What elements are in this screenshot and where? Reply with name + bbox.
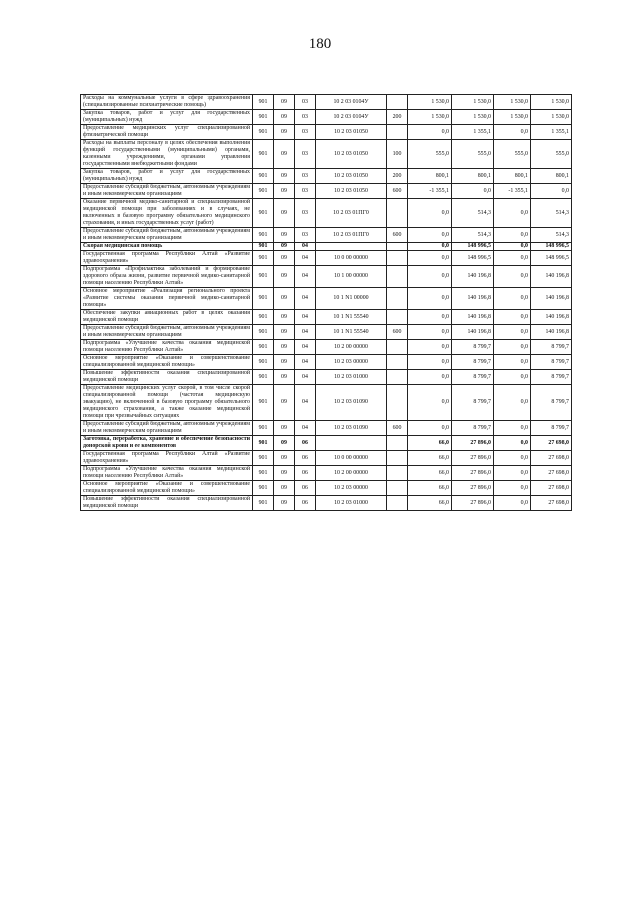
amount-cell-4: 555,0 xyxy=(531,140,572,169)
expense-type-cell xyxy=(387,370,408,385)
admin-code-cell: 901 xyxy=(253,184,274,199)
expense-type-cell xyxy=(387,466,408,481)
amount-cell-4: 514,3 xyxy=(531,199,572,228)
expense-name-cell: Подпрограмма «Улучшение качества оказания медицинской помощи населению Республики Алтай» xyxy=(81,466,253,481)
expense-type-cell: 600 xyxy=(387,184,408,199)
section-code-cell: 09 xyxy=(274,436,295,451)
amount-cell-2: 8 799,7 xyxy=(452,385,494,421)
amount-cell-1: 555,0 xyxy=(408,140,452,169)
expense-name-cell: Закупка товаров, работ и услуг для государственных (муниципальных) нужд xyxy=(81,110,253,125)
admin-code-cell: 901 xyxy=(253,266,274,288)
section-code-cell: 09 xyxy=(274,251,295,266)
admin-code-cell: 901 xyxy=(253,370,274,385)
table-row xyxy=(81,325,572,340)
table-row xyxy=(81,481,572,496)
section-code-cell: 09 xyxy=(274,228,295,243)
expense-name-cell: Подпрограмма «Улучшение качества оказания медицинской помощи населению Республики Алтай» xyxy=(81,340,253,355)
target-article-cell: 10 2 00 00000 xyxy=(316,340,387,355)
subsection-code-cell: 03 xyxy=(295,184,316,199)
amount-cell-4: 8 799,7 xyxy=(531,340,572,355)
amount-cell-2: 27 896,0 xyxy=(452,451,494,466)
amount-cell-3: 0,0 xyxy=(494,451,531,466)
expense-name-cell: Подпрограмма «Профилактика заболеваний и формирование здорового образа жизни, развитие первичной медико-санитарной помощи населению Республики Алтай» xyxy=(81,266,253,288)
amount-cell-2: 514,3 xyxy=(452,199,494,228)
table-row xyxy=(81,385,572,421)
expense-type-cell xyxy=(387,251,408,266)
target-article-cell xyxy=(316,243,387,251)
target-article-cell: 10 2 03 01050 xyxy=(316,140,387,169)
section-code-cell: 09 xyxy=(274,466,295,481)
expense-type-cell xyxy=(387,310,408,325)
amount-cell-4: 0,0 xyxy=(531,184,572,199)
table-row xyxy=(81,436,572,451)
target-article-cell: 10 2 03 00000 xyxy=(316,355,387,370)
subsection-code-cell: 03 xyxy=(295,95,316,110)
amount-cell-3: 800,1 xyxy=(494,169,531,184)
section-code-cell: 09 xyxy=(274,110,295,125)
amount-cell-1: 0,0 xyxy=(408,125,452,140)
target-article-cell: 10 2 03 0104У xyxy=(316,95,387,110)
amount-cell-3: 0,0 xyxy=(494,466,531,481)
subsection-code-cell: 06 xyxy=(295,451,316,466)
admin-code-cell: 901 xyxy=(253,310,274,325)
amount-cell-1: 800,1 xyxy=(408,169,452,184)
subsection-code-cell: 04 xyxy=(295,243,316,251)
admin-code-cell: 901 xyxy=(253,355,274,370)
subsection-code-cell: 04 xyxy=(295,266,316,288)
amount-cell-3: 0,0 xyxy=(494,481,531,496)
amount-cell-1: -1 355,1 xyxy=(408,184,452,199)
amount-cell-2: 140 196,8 xyxy=(452,266,494,288)
section-code-cell: 09 xyxy=(274,288,295,310)
admin-code-cell: 901 xyxy=(253,466,274,481)
subsection-code-cell: 04 xyxy=(295,325,316,340)
expense-name-cell: Скорая медицинская помощь xyxy=(81,243,253,251)
amount-cell-2: 514,3 xyxy=(452,228,494,243)
amount-cell-1: 66,0 xyxy=(408,496,452,511)
table-row xyxy=(81,421,572,436)
amount-cell-4: 27 698,0 xyxy=(531,496,572,511)
target-article-cell: 10 1 00 00000 xyxy=(316,266,387,288)
target-article-cell: 10 1 N1 00000 xyxy=(316,288,387,310)
table-row xyxy=(81,169,572,184)
amount-cell-3: 0,0 xyxy=(494,266,531,288)
table-row xyxy=(81,355,572,370)
expense-name-cell: Расходы на выплаты персоналу в целях обеспечения выполнения функций государственными (муниципальными) органами, казенными учреждениями, органами управления государственными внебюджетными фондами xyxy=(81,140,253,169)
expense-type-cell: 600 xyxy=(387,325,408,340)
expense-type-cell xyxy=(387,436,408,451)
section-code-cell: 09 xyxy=(274,184,295,199)
amount-cell-1: 0,0 xyxy=(408,421,452,436)
expense-name-cell: Обеспечение закупки авиационных работ в целях оказания медицинской помощи xyxy=(81,310,253,325)
target-article-cell: 10 2 03 01ПГ0 xyxy=(316,228,387,243)
amount-cell-3: 0,0 xyxy=(494,125,531,140)
amount-cell-1: 0,0 xyxy=(408,355,452,370)
target-article-cell: 10 2 03 01090 xyxy=(316,421,387,436)
target-article-cell: 10 2 00 00000 xyxy=(316,466,387,481)
amount-cell-4: 8 799,7 xyxy=(531,370,572,385)
subsection-code-cell: 03 xyxy=(295,140,316,169)
amount-cell-4: 140 196,8 xyxy=(531,310,572,325)
admin-code-cell: 901 xyxy=(253,243,274,251)
table-row xyxy=(81,266,572,288)
expense-type-cell xyxy=(387,481,408,496)
amount-cell-4: 27 698,0 xyxy=(531,451,572,466)
admin-code-cell: 901 xyxy=(253,325,274,340)
expense-type-cell xyxy=(387,266,408,288)
amount-cell-1: 0,0 xyxy=(408,288,452,310)
amount-cell-3: 0,0 xyxy=(494,370,531,385)
target-article-cell: 10 0 00 00000 xyxy=(316,451,387,466)
page-number: 180 xyxy=(308,36,332,52)
expense-type-cell: 600 xyxy=(387,228,408,243)
amount-cell-3: 0,0 xyxy=(494,310,531,325)
amount-cell-2: 8 799,7 xyxy=(452,370,494,385)
subsection-code-cell: 06 xyxy=(295,481,316,496)
admin-code-cell: 901 xyxy=(253,169,274,184)
amount-cell-3: 0,0 xyxy=(494,436,531,451)
section-code-cell: 09 xyxy=(274,481,295,496)
amount-cell-3: -1 355,1 xyxy=(494,184,531,199)
amount-cell-2: 1 530,0 xyxy=(452,110,494,125)
expense-name-cell: Предоставление медицинских услуг специализированной фтизиатрической помощи xyxy=(81,125,253,140)
section-code-cell: 09 xyxy=(274,310,295,325)
table-row xyxy=(81,310,572,325)
amount-cell-3: 0,0 xyxy=(494,355,531,370)
amount-cell-2: 0,0 xyxy=(452,184,494,199)
section-code-cell: 09 xyxy=(274,140,295,169)
amount-cell-3: 0,0 xyxy=(494,421,531,436)
amount-cell-3: 0,0 xyxy=(494,325,531,340)
table-row xyxy=(81,496,572,511)
amount-cell-1: 66,0 xyxy=(408,451,452,466)
amount-cell-2: 140 196,8 xyxy=(452,310,494,325)
table-row xyxy=(81,288,572,310)
amount-cell-1: 0,0 xyxy=(408,325,452,340)
amount-cell-3: 0,0 xyxy=(494,385,531,421)
amount-cell-4: 8 799,7 xyxy=(531,355,572,370)
section-code-cell: 09 xyxy=(274,370,295,385)
expense-name-cell: Закупка товаров, работ и услуг для государственных (муниципальных) нужд xyxy=(81,169,253,184)
expense-type-cell xyxy=(387,385,408,421)
section-code-cell: 09 xyxy=(274,385,295,421)
amount-cell-2: 27 896,0 xyxy=(452,466,494,481)
target-article-cell: 10 2 03 01000 xyxy=(316,496,387,511)
amount-cell-1: 66,0 xyxy=(408,481,452,496)
expense-type-cell xyxy=(387,451,408,466)
amount-cell-2: 148 996,5 xyxy=(452,251,494,266)
target-article-cell: 10 0 00 00000 xyxy=(316,251,387,266)
expense-name-cell: Повышение эффективности оказания специализированной медицинской помощи xyxy=(81,370,253,385)
expense-name-cell: Основное мероприятие «Оказание и совершенствование специализированной медицинской помощи» xyxy=(81,481,253,496)
section-code-cell: 09 xyxy=(274,451,295,466)
section-code-cell: 09 xyxy=(274,496,295,511)
table-row xyxy=(81,110,572,125)
amount-cell-2: 27 896,0 xyxy=(452,481,494,496)
target-article-cell: 10 2 03 00000 xyxy=(316,481,387,496)
table-row xyxy=(81,243,572,251)
amount-cell-2: 27 896,0 xyxy=(452,436,494,451)
expense-name-cell: Предоставление субсидий бюджетным, автономным учреждениям и иным некоммерческим организациям xyxy=(81,421,253,436)
expense-type-cell xyxy=(387,340,408,355)
target-article-cell: 10 2 03 01ПГ0 xyxy=(316,199,387,228)
table-row xyxy=(81,125,572,140)
table-row xyxy=(81,228,572,243)
amount-cell-3: 0,0 xyxy=(494,340,531,355)
amount-cell-1: 66,0 xyxy=(408,436,452,451)
subsection-code-cell: 04 xyxy=(295,385,316,421)
subsection-code-cell: 03 xyxy=(295,199,316,228)
amount-cell-2: 140 196,8 xyxy=(452,288,494,310)
amount-cell-4: 1 355,1 xyxy=(531,125,572,140)
expense-type-cell xyxy=(387,288,408,310)
amount-cell-4: 8 799,7 xyxy=(531,385,572,421)
amount-cell-1: 1 530,0 xyxy=(408,110,452,125)
expense-name-cell: Предоставление медицинских услуг скорой, в том числе скорой специализированной помощи (частотая медицинскую эвакуацию), не включенной в базовую программу обязательного медицинского страхования, а также оказание медицинской помощи при чрезвычайных ситуациях xyxy=(81,385,253,421)
amount-cell-4: 800,1 xyxy=(531,169,572,184)
subsection-code-cell: 04 xyxy=(295,288,316,310)
subsection-code-cell: 04 xyxy=(295,370,316,385)
expense-type-cell: 200 xyxy=(387,110,408,125)
amount-cell-4: 27 698,0 xyxy=(531,436,572,451)
table-row xyxy=(81,199,572,228)
expense-type-cell xyxy=(387,199,408,228)
amount-cell-4: 514,3 xyxy=(531,228,572,243)
admin-code-cell: 901 xyxy=(253,481,274,496)
subsection-code-cell: 03 xyxy=(295,228,316,243)
expense-name-cell: Расходы на коммунальные услуги в сфере здравоохранения (специализированные психиатрические помощь) xyxy=(81,95,253,110)
section-code-cell: 09 xyxy=(274,243,295,251)
subsection-code-cell: 04 xyxy=(295,251,316,266)
target-article-cell: 10 2 03 01050 xyxy=(316,184,387,199)
expense-type-cell xyxy=(387,95,408,110)
expense-name-cell: Основное мероприятие «Реализация регионального проекта «Развитие системы оказания первичной медико-санитарной помощи» xyxy=(81,288,253,310)
amount-cell-4: 8 799,7 xyxy=(531,421,572,436)
table-body xyxy=(81,95,572,511)
expense-type-cell: 200 xyxy=(387,169,408,184)
amount-cell-2: 8 799,7 xyxy=(452,340,494,355)
amount-cell-2: 27 896,0 xyxy=(452,496,494,511)
expense-type-cell xyxy=(387,355,408,370)
admin-code-cell: 901 xyxy=(253,340,274,355)
amount-cell-3: 0,0 xyxy=(494,251,531,266)
amount-cell-4: 27 698,0 xyxy=(531,481,572,496)
table-row xyxy=(81,466,572,481)
subsection-code-cell: 03 xyxy=(295,169,316,184)
section-code-cell: 09 xyxy=(274,340,295,355)
subsection-code-cell: 06 xyxy=(295,436,316,451)
section-code-cell: 09 xyxy=(274,266,295,288)
expense-name-cell: Повышение эффективности оказания специализированной медицинской помощи xyxy=(81,496,253,511)
admin-code-cell: 901 xyxy=(253,110,274,125)
table-row xyxy=(81,184,572,199)
target-article-cell: 10 1 N1 55540 xyxy=(316,325,387,340)
section-code-cell: 09 xyxy=(274,355,295,370)
amount-cell-1: 0,0 xyxy=(408,310,452,325)
expense-name-cell: Предоставление субсидий бюджетным, автономным учреждениям и иным некоммерческим организациям xyxy=(81,184,253,199)
amount-cell-4: 148 996,5 xyxy=(531,243,572,251)
amount-cell-2: 8 799,7 xyxy=(452,421,494,436)
section-code-cell: 09 xyxy=(274,125,295,140)
amount-cell-1: 0,0 xyxy=(408,370,452,385)
table-row xyxy=(81,251,572,266)
amount-cell-2: 1 530,0 xyxy=(452,95,494,110)
amount-cell-1: 0,0 xyxy=(408,228,452,243)
section-code-cell: 09 xyxy=(274,421,295,436)
subsection-code-cell: 04 xyxy=(295,310,316,325)
expense-type-cell xyxy=(387,496,408,511)
target-article-cell: 10 2 03 0104У xyxy=(316,110,387,125)
budget-table xyxy=(80,94,572,511)
admin-code-cell: 901 xyxy=(253,95,274,110)
amount-cell-1: 0,0 xyxy=(408,340,452,355)
amount-cell-3: 0,0 xyxy=(494,288,531,310)
amount-cell-4: 27 698,0 xyxy=(531,466,572,481)
amount-cell-2: 148 996,5 xyxy=(452,243,494,251)
amount-cell-1: 0,0 xyxy=(408,266,452,288)
admin-code-cell: 901 xyxy=(253,496,274,511)
target-article-cell: 10 1 N1 55540 xyxy=(316,310,387,325)
target-article-cell: 10 2 03 01090 xyxy=(316,385,387,421)
admin-code-cell: 901 xyxy=(253,421,274,436)
amount-cell-4: 1 530,0 xyxy=(531,95,572,110)
amount-cell-3: 0,0 xyxy=(494,243,531,251)
amount-cell-4: 140 196,8 xyxy=(531,266,572,288)
admin-code-cell: 901 xyxy=(253,385,274,421)
amount-cell-4: 140 196,8 xyxy=(531,325,572,340)
expense-name-cell: Предоставление субсидий бюджетным, автономным учреждениям и иным некоммерческим организациям xyxy=(81,325,253,340)
section-code-cell: 09 xyxy=(274,325,295,340)
table-row xyxy=(81,95,572,110)
amount-cell-1: 0,0 xyxy=(408,385,452,421)
table-row xyxy=(81,140,572,169)
target-article-cell: 10 2 03 01000 xyxy=(316,370,387,385)
section-code-cell: 09 xyxy=(274,199,295,228)
admin-code-cell: 901 xyxy=(253,140,274,169)
target-article-cell: 10 2 03 01050 xyxy=(316,125,387,140)
admin-code-cell: 901 xyxy=(253,251,274,266)
expense-name-cell: Оказание первичной медико-санитарной и специализированной медицинской помощи при заболеваниях и в случаях, не включенных в базовую программу обязательного медицинского страхования, и иных государственных услуг (работ) xyxy=(81,199,253,228)
section-code-cell: 09 xyxy=(274,95,295,110)
amount-cell-1: 0,0 xyxy=(408,243,452,251)
amount-cell-3: 1 530,0 xyxy=(494,95,531,110)
amount-cell-2: 140 196,8 xyxy=(452,325,494,340)
amount-cell-3: 555,0 xyxy=(494,140,531,169)
section-code-cell: 09 xyxy=(274,169,295,184)
table-row xyxy=(81,340,572,355)
amount-cell-3: 1 530,0 xyxy=(494,110,531,125)
amount-cell-1: 0,0 xyxy=(408,199,452,228)
target-article-cell: 10 2 03 01050 xyxy=(316,169,387,184)
subsection-code-cell: 06 xyxy=(295,466,316,481)
expense-type-cell: 600 xyxy=(387,421,408,436)
amount-cell-3: 0,0 xyxy=(494,199,531,228)
amount-cell-2: 1 355,1 xyxy=(452,125,494,140)
admin-code-cell: 901 xyxy=(253,436,274,451)
target-article-cell xyxy=(316,436,387,451)
subsection-code-cell: 03 xyxy=(295,110,316,125)
expense-name-cell: Государственная программа Республики Алтай «Развитие здравоохранения» xyxy=(81,251,253,266)
expense-name-cell: Основное мероприятие «Оказание и совершенствование специализированной медицинской помощи» xyxy=(81,355,253,370)
admin-code-cell: 901 xyxy=(253,228,274,243)
expense-type-cell: 100 xyxy=(387,140,408,169)
admin-code-cell: 901 xyxy=(253,288,274,310)
amount-cell-3: 0,0 xyxy=(494,496,531,511)
amount-cell-2: 8 799,7 xyxy=(452,355,494,370)
amount-cell-4: 1 530,0 xyxy=(531,110,572,125)
amount-cell-3: 0,0 xyxy=(494,228,531,243)
admin-code-cell: 901 xyxy=(253,451,274,466)
expense-name-cell: Государственная программа Республики Алтай «Развитие здравоохранения» xyxy=(81,451,253,466)
subsection-code-cell: 04 xyxy=(295,340,316,355)
amount-cell-4: 140 196,8 xyxy=(531,288,572,310)
admin-code-cell: 901 xyxy=(253,125,274,140)
table-row xyxy=(81,370,572,385)
admin-code-cell: 901 xyxy=(253,199,274,228)
amount-cell-4: 148 996,5 xyxy=(531,251,572,266)
amount-cell-1: 66,0 xyxy=(408,466,452,481)
amount-cell-2: 555,0 xyxy=(452,140,494,169)
subsection-code-cell: 03 xyxy=(295,125,316,140)
subsection-code-cell: 04 xyxy=(295,355,316,370)
expense-type-cell xyxy=(387,243,408,251)
subsection-code-cell: 06 xyxy=(295,496,316,511)
amount-cell-1: 1 530,0 xyxy=(408,95,452,110)
expense-name-cell: Заготовка, переработка, хранение и обеспечение безопасности донорской крови и ее компонентов xyxy=(81,436,253,451)
amount-cell-1: 0,0 xyxy=(408,251,452,266)
amount-cell-2: 800,1 xyxy=(452,169,494,184)
expense-name-cell: Предоставление субсидий бюджетным, автономным учреждениям и иным некоммерческим организациям xyxy=(81,228,253,243)
table-row xyxy=(81,451,572,466)
subsection-code-cell: 04 xyxy=(295,421,316,436)
expense-type-cell xyxy=(387,125,408,140)
